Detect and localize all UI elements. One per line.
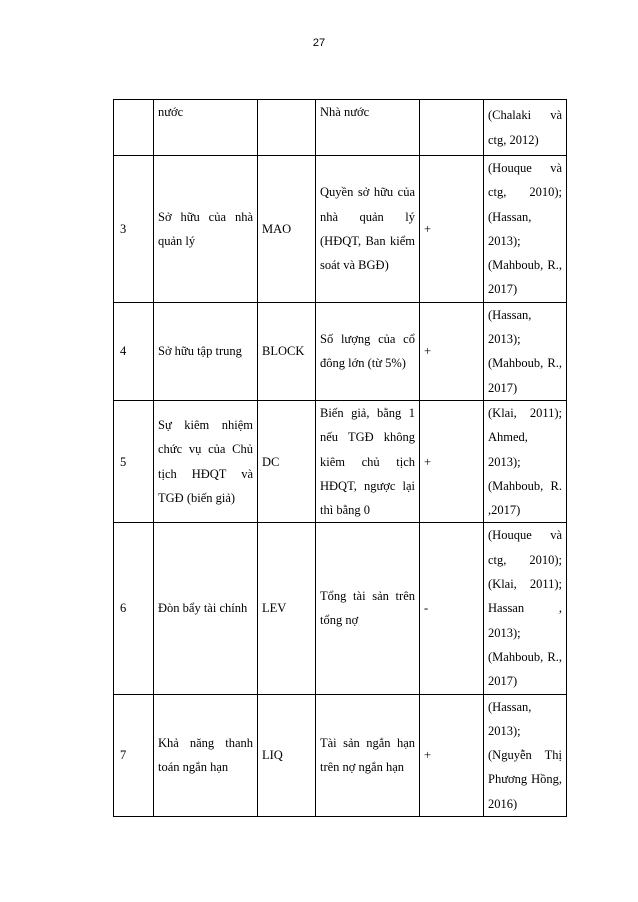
table-row [114,156,567,303]
cell-code [258,100,316,156]
cell-variable: Sự kiêm nhiệm chức vụ của Chủ tịch HĐQT và TGĐ (biến giả) [154,400,258,522]
cell-sources: (Klai, 2011); Ahmed, 2013); (Mahboub, R. ,2017) [484,400,567,522]
table-row [114,100,567,156]
cell-variable: Khả năng thanh toán ngắn hạn [154,694,258,816]
variables-table [113,99,567,817]
table-row [114,302,567,400]
cell-no: 6 [114,523,154,694]
cell-measure: Quyền sở hữu của nhà quản lý (HĐQT, Ban kiểm soát và BGĐ) [316,156,420,303]
cell-expected: + [420,156,484,303]
cell-no: 3 [114,156,154,303]
cell-expected: - [420,523,484,694]
cell-expected: + [420,302,484,400]
cell-no: 5 [114,400,154,522]
cell-sources: (Houque và ctg, 2010); (Hassan, 2013); (Mahboub, R., 2017) [484,156,567,303]
cell-variable: Đòn bẩy tài chính [154,523,258,694]
cell-sources: (Hassan, 2013); (Mahboub, R., 2017) [484,302,567,400]
cell-sources: (Houque và ctg, 2010); (Klai, 2011); Hassan , 2013); (Mahboub, R., 2017) [484,523,567,694]
cell-code: LIQ [258,694,316,816]
cell-sources: (Hassan, 2013); (Nguyễn Thị Phương Hồng, 2016) [484,694,567,816]
cell-variable: Sở hữu tập trung [154,302,258,400]
cell-variable: Sở hữu của nhà quản lý [154,156,258,303]
cell-expected [420,100,484,156]
cell-code: BLOCK [258,302,316,400]
cell-measure: Số lượng của cổ đông lớn (từ 5%) [316,302,420,400]
cell-no: 4 [114,302,154,400]
cell-measure: Tổng tài sản trên tổng nợ [316,523,420,694]
cell-code: LEV [258,523,316,694]
cell-code: DC [258,400,316,522]
cell-expected: + [420,694,484,816]
cell-sources: (Chalaki và ctg, 2012) [484,100,567,156]
table-row [114,694,567,816]
table-row [114,523,567,694]
cell-no: 7 [114,694,154,816]
page-number: 27 [312,37,326,49]
cell-measure: Biến giả, bằng 1 nếu TGĐ không kiêm chủ tịch HĐQT, ngược lại thì bằng 0 [316,400,420,522]
cell-code: MAO [258,156,316,303]
cell-no [114,100,154,156]
table-row [114,400,567,522]
cell-expected: + [420,400,484,522]
cell-measure: Nhà nước [316,100,420,156]
cell-measure: Tài sản ngắn hạn trên nợ ngắn hạn [316,694,420,816]
cell-variable: nước [154,100,258,156]
